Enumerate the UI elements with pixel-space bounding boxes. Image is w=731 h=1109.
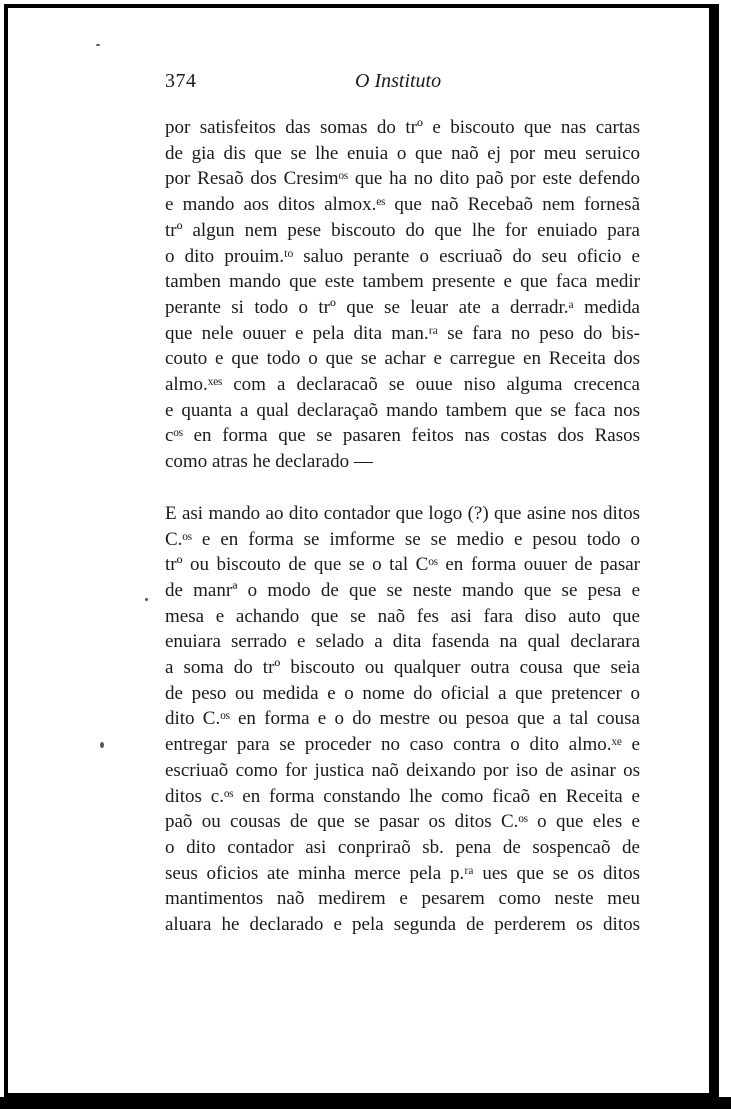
document-body	[165, 115, 640, 938]
text-line: entregar para se proceder no caso contra o dito almo.ˣᵉ e	[165, 734, 640, 756]
text-line: a soma do trº biscouto ou qualquer outra cousa que seia	[165, 657, 640, 679]
text-line: mesa e achando que se naõ fes asi fara diso auto que	[165, 605, 640, 627]
text-line: C.ᵒˢ e en forma se imforme se se medio e pesou todo o	[165, 528, 640, 550]
text-line: perante si todo o trº que se leuar ate a derradr.ᵃ medida	[165, 296, 640, 318]
text-line: tamben mando que este tambem presente e que faca medir	[165, 271, 640, 293]
text-line: paõ ou cousas de que se pasar os ditos C.ᵒˢ o que eles e	[165, 811, 640, 833]
text-line: escriuaõ como for justica naõ deixando por iso de asinar os	[165, 759, 640, 781]
text-line: o dito prouim.ᵗᵒ saluo perante o escriuaõ do seu oficio e	[165, 245, 640, 267]
text-line: como atras he declarado —	[165, 451, 373, 473]
text-line: almo.ˣᵉˢ com a declaracaõ se ouue niso alguma crecenca	[165, 374, 640, 396]
paragraph-gap	[165, 475, 640, 501]
scan-speck	[145, 598, 148, 601]
scan-speck	[100, 742, 104, 748]
text-line: de manrª o modo de que se neste mando que se pesa e	[165, 579, 640, 601]
running-title: O Instituto	[355, 70, 442, 92]
text-line: de peso ou medida e o nome do oficial a que pretencer o	[165, 682, 640, 704]
text-line: trº ou biscouto de que se o tal Cᵒˢ en forma ouuer de pasar	[165, 554, 640, 576]
text-line: ditos c.ᵒˢ en forma constando lhe como ficaõ en Receita e	[165, 785, 640, 807]
text-line: que nele ouuer e pela dita man.ʳᵃ se fara no peso do bis-	[165, 322, 640, 344]
paragraph	[165, 501, 640, 938]
text-line: dito C.ᵒˢ en forma e o do mestre ou pesoa que a tal cousa	[165, 708, 640, 730]
text-line: seus oficios ate minha merce pela p.ʳᵃ ues que se os ditos	[165, 862, 640, 884]
page-number: 374	[165, 70, 197, 92]
text-line: trº algun nem pese biscouto do que lhe for enuiado para	[165, 219, 640, 241]
text-line: aluara he declarado e pela segunda de perderem os ditos	[165, 914, 640, 936]
text-line: por Resaõ dos Cresimᵒˢ que ha no dito paõ por este defendo	[165, 168, 640, 190]
text-line: e quanta a qual declaraçaõ mando tambem que se faca nos	[165, 399, 640, 421]
paragraph	[165, 115, 640, 475]
text-line: cᵒˢ en forma que se pasaren feitos nas costas dos Rasos	[165, 425, 640, 447]
scan-speck	[96, 44, 100, 46]
text-line: enuiara serrado e selado a dita fasenda na qual declarara	[165, 631, 640, 653]
text-line: E asi mando ao dito contador que logo (?) que asine nos ditos	[165, 502, 640, 524]
text-line: por satisfeitos das somas do trº e biscouto que nas cartas	[165, 117, 640, 138]
text-line: e mando aos ditos almox.ᵉˢ que naõ Recebaõ nem fornesã	[165, 194, 640, 216]
page-header	[165, 70, 640, 100]
text-line: de gia dis que se lhe enuia o que naõ ej por meu seruico	[165, 142, 640, 164]
text-line: mantimentos naõ medirem e pesarem como neste meu	[165, 888, 640, 910]
page-frame-bottom-edge	[0, 1097, 731, 1109]
text-line: couto e que todo o que se achar e carregue en Receita dos	[165, 348, 640, 370]
text-line: o dito contador asi conpriraõ sb. pena de sospencaõ de	[165, 836, 640, 858]
